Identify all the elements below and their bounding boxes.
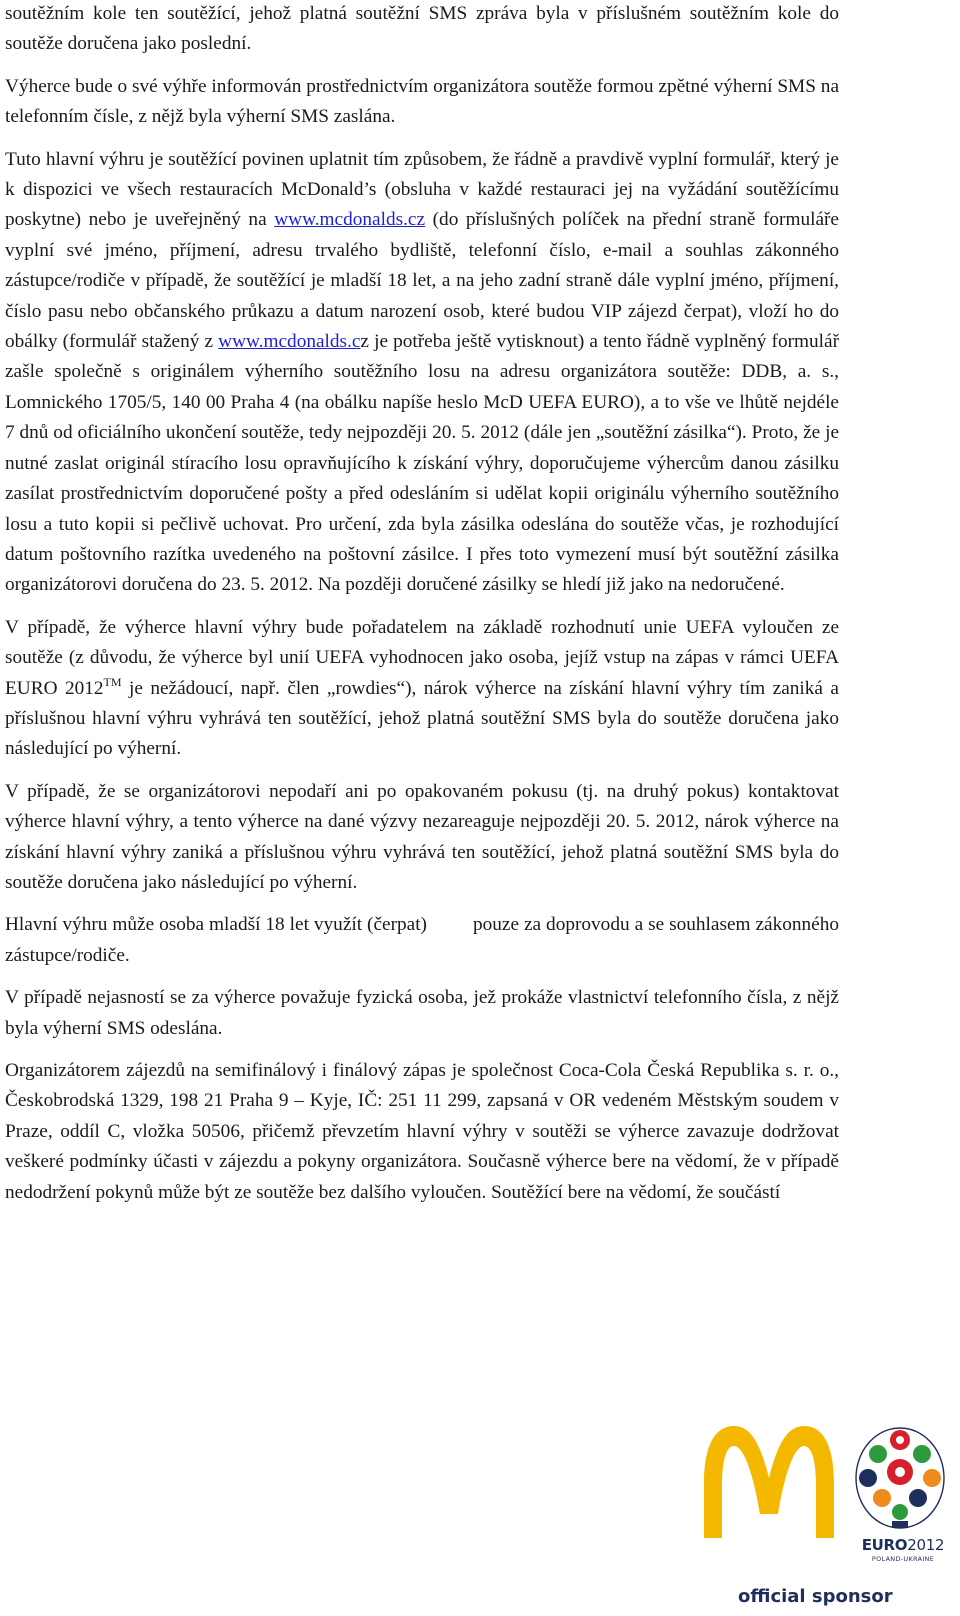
paragraph-previous-round-winner: soutěžním kole ten soutěžící, jehož platná soutěžní SMS zpráva byla v příslušném soutěžním kole do soutěže doručena jako poslední. <box>5 3 839 55</box>
paragraph-ownership-dispute: V případě nejasností se za výherce považuje fyzická osoba, jež prokáže vlastnictví telefonního čísla, z nějž byla výherní SMS odeslána. <box>5 987 839 1039</box>
minor-text-part-1: Hlavní výhru může osoba mladší 18 let využít (čerpat) <box>5 914 427 936</box>
paragraph-minor-winner <box>5 910 839 971</box>
paragraph-uefa-exclusion <box>5 613 839 765</box>
official-sponsor-label: official sponsor <box>738 1586 893 1607</box>
mcdonalds-link-1[interactable]: www.mcdonalds.cz <box>274 209 426 231</box>
mcdonalds-arches-logo <box>700 1422 838 1540</box>
exclusion-text-part-1: V případě, že výherce hlavní výhry bude pořadatelem na základě rozhodnutí unie UEFA vyloučen ze soutěže (z důvodu, že výherce byl unií UEFA vyhodnocen jako osoba, jejíž vstup na zápas v rámci UEFA EURO 2012 <box>5 616 839 699</box>
minor-text-part-2: pouze za doprovodu a se souhlasem zákonného zástupce/rodiče. <box>5 914 839 966</box>
claim-text-part-3: z je potřeba ještě vytisknout) a tento řádně vyplněný formulář zašle společně s originálem výherního soutěžního losu na adresu organizátora soutěže: DDB, a. s., Lomnického 1705/5, 140 00 Praha 4 (na obálku napíše heslo McD UEFA EURO), a to vše ve lhůtě nejdéle 7 dnů od oficiálního ukončení soutěže, tedy nejpozději 20. 5. 2012 (dále jen „soutěžní zásilka“). Proto, že je nutné zaslat originál stíracího losu opravňujícího k získání výhry, doporučujeme výhercům danou zásilku zasílat prostřednictvím doporučené pošty a před odesláním si udělat kopii originálu výherního soutěžního losu a tuto kopii si pečlivě uchovat. Pro určení, zda byla zásilka odeslána do soutěže včas, je rozhodující datum poštovního razítka uvedeného na poštovní zásilce. I přes toto vymezení musí být soutěžní zásilka organizátorovi doručena do 23. 5. 2012. Na později doručené zásilky se hledí již jako na nedoručené. <box>5 331 839 596</box>
euro-wordmark-year: 2012 <box>907 1536 945 1554</box>
footer-logos <box>700 1418 960 1616</box>
paragraph-winner-notification: Výherce bude o své výhře informován prostřednictvím organizátora soutěže formou zpětné výherní SMS na telefonním čísle, z nějž byla výherní SMS zaslána. <box>5 75 839 128</box>
trademark-mark: TM <box>103 674 122 689</box>
euro-host-countries: POLAND-UKRAINE <box>871 1555 935 1563</box>
euro-2012-emblem-icon <box>840 1418 960 1553</box>
paragraph-trip-organizer: Organizátorem zájezdů na semifinálový i finálový zápas je společnost Coca-Cola Česká Republika s. r. o., Českobrodská 1329, 198 21 Praha 9 – Kyje, IČ: 251 11 299, zapsaná v OR vedeném Městským soudem v Praze, oddíl C, vložka 50506, přičemž převzetím hlavní výhry v soutěži se výherce zavazuje dodržovat veškeré podmínky účasti v zájezdu a pokyny organizátora. Současně výherce bere na vědomí, že v případě nedodržení pokynů může být ze soutěže bez dalšího vyloučen. Soutěžící bere na vědomí, že součástí <box>5 1060 839 1203</box>
claim-text-part-2: (do příslušných políček na přední straně formuláře vyplní své jméno, příjmení, adresu trvalého bydliště, telefonní číslo, e-mail a souhlas zákonného zástupce/rodiče v případě, že soutěžící je mladší 18 let, a na jeho zadní straně dále vyplní jméno, příjmení, číslo pasu nebo občanského průkazu a datum narození osob, které budou VIP zájezd čerpat), vloží ho do obálky (formulář stažený z <box>5 209 839 353</box>
euro-wordmark-prefix: EURO <box>861 1536 908 1554</box>
euro-2012-wordmark <box>848 1536 958 1554</box>
mcdonalds-link-2[interactable]: www.mcdonalds.c <box>218 331 361 353</box>
paragraph-contact-failure: V případě, že se organizátorovi nepodaří ani po opakovaném pokusu (tj. na druhý pokus) kontaktovat výherce hlavní výhry, a tento výherce na dané výzvy nezareaguje nejpozději 20. 5. 2012, nárok výherce na získání hlavní výhry zaniká a příslušnou výhru vyhrává ten soutěžící, jehož platná soutěžní SMS byla do soutěže doručena jako následující po výherní. <box>5 780 839 893</box>
document-page <box>5 0 839 1208</box>
claim-text-part-1: Tuto hlavní výhru je soutěžící povinen uplatnit tím způsobem, že řádně a pravdivě vyplní formulář, který je k dispozici ve všech restauracích McDonald’s (obsluha v každé restauraci jej na vyžádání soutěžícímu poskytne) nebo je uveřejněný na <box>5 148 839 231</box>
exclusion-text-part-2: je nežádoucí, např. člen „rowdies“), nárok výherce na získání hlavní výhry tím zaniká a příslušnou hlavní výhru vyhrává ten soutěžící, jehož platná soutěžní SMS byla do soutěže doručena jako následující po výherní. <box>5 677 839 760</box>
paragraph-claim-procedure <box>5 145 839 601</box>
